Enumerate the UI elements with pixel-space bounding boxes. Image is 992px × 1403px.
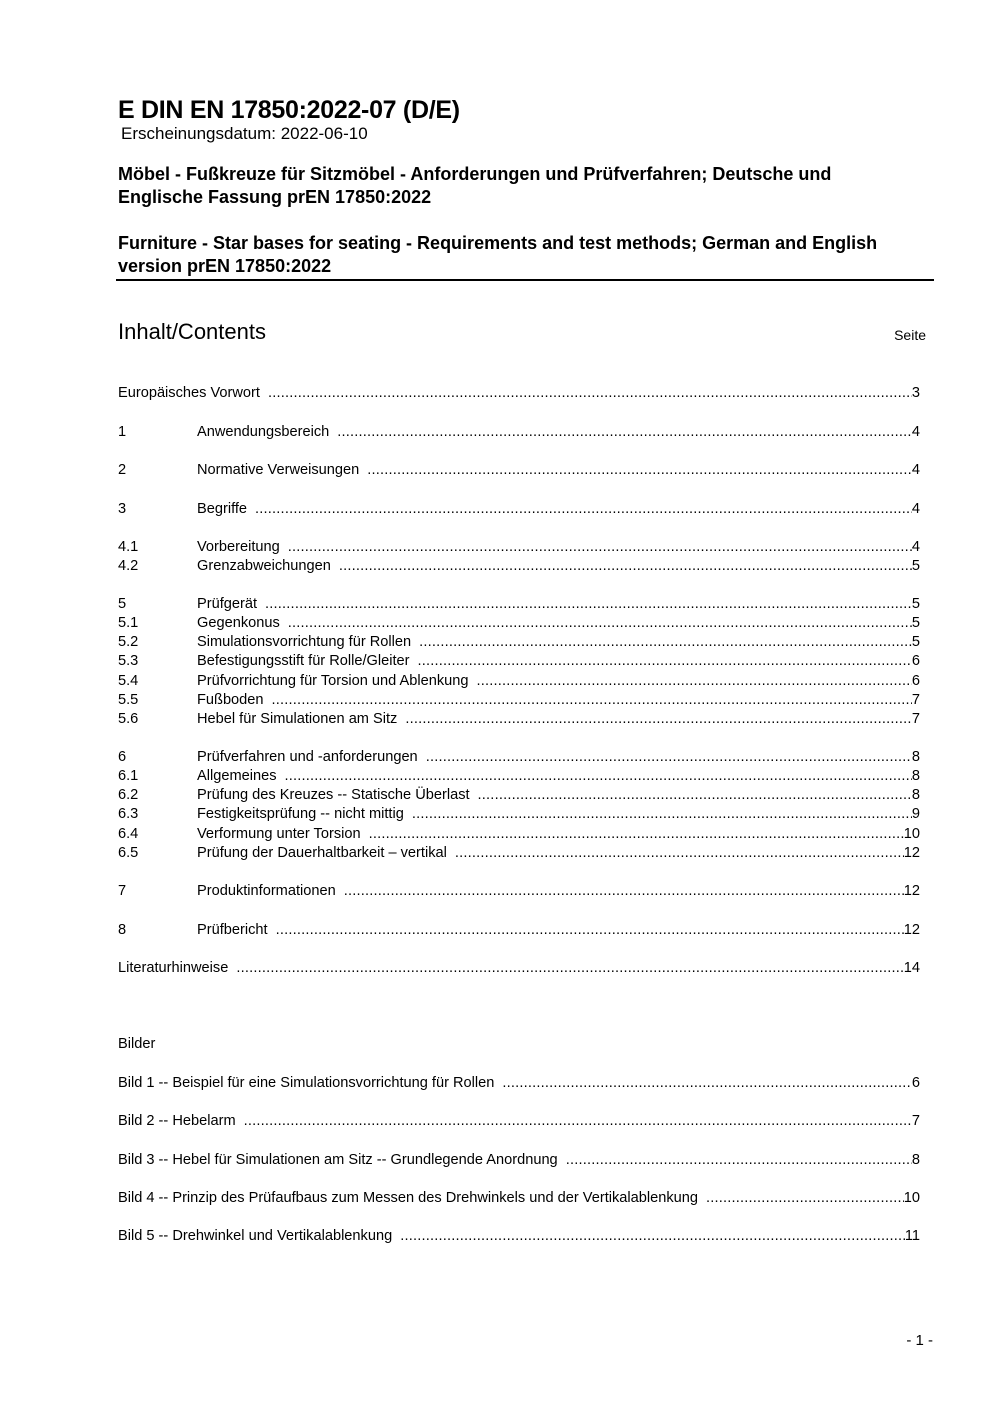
leader-dots xyxy=(285,767,912,786)
leader-dots xyxy=(412,805,912,824)
toc-entry-number: 5.6 xyxy=(118,711,139,727)
toc-entry-page: 7 xyxy=(911,692,920,708)
leader-dots xyxy=(288,538,912,557)
leader-dots xyxy=(566,1151,912,1170)
toc-entry-title: Vorbereitung xyxy=(197,539,280,555)
toc-entry-title: Prüfverfahren und -anforderungen xyxy=(197,749,418,765)
toc-entry-page: 12 xyxy=(903,922,920,938)
leader-dots xyxy=(400,1227,905,1246)
leader-dots xyxy=(339,557,912,576)
toc-entry-number: 5.1 xyxy=(118,615,139,631)
toc-entry-number: 5 xyxy=(118,596,127,612)
toc-entry-page: 5 xyxy=(911,596,920,612)
toc-entry-page: 12 xyxy=(903,845,920,861)
toc-entry-title: Festigkeitsprüfung -- nicht mittig xyxy=(197,806,404,822)
figure-entry-page: 11 xyxy=(904,1228,920,1244)
leader-dots xyxy=(502,1074,912,1093)
toc-entry[interactable] xyxy=(118,921,920,940)
toc-entry-title: Literaturhinweise xyxy=(118,960,229,976)
toc-entry-title: Produktinformationen xyxy=(197,883,336,899)
toc-entry-page: 12 xyxy=(903,883,920,899)
toc-entry-number: 3 xyxy=(118,501,127,517)
toc-entry[interactable] xyxy=(118,805,920,824)
leader-dots xyxy=(272,691,912,710)
figure-entry-title: Bild 2 -- Hebelarm xyxy=(118,1113,236,1129)
leader-dots xyxy=(477,672,912,691)
leader-dots xyxy=(244,1112,912,1131)
toc-entry-number: 5.5 xyxy=(118,692,139,708)
toc-entry-title: Grenzabweichungen xyxy=(197,558,331,574)
toc-entry-number: 5.2 xyxy=(118,634,139,650)
figure-entry-title: Bild 5 -- Drehwinkel und Vertikalablenkung xyxy=(118,1228,393,1244)
figure-entry[interactable] xyxy=(118,1151,920,1170)
toc-entry[interactable] xyxy=(118,538,920,557)
toc-entry[interactable] xyxy=(118,384,920,403)
figures-heading: Bilder xyxy=(118,1036,156,1052)
publication-date: Erscheinungsdatum: 2022-06-10 xyxy=(121,124,368,143)
toc-entry-title: Verformung unter Torsion xyxy=(197,826,361,842)
toc-entry-title: Gegenkonus xyxy=(197,615,280,631)
toc-entry[interactable] xyxy=(118,652,920,671)
document-id: E DIN EN 17850:2022-07 (D/E) xyxy=(118,96,460,124)
toc-entry[interactable] xyxy=(118,614,920,633)
toc-entry[interactable] xyxy=(118,423,920,442)
toc-entry[interactable] xyxy=(118,500,920,519)
leader-dots xyxy=(255,500,912,519)
toc-entry-page: 4 xyxy=(911,462,920,478)
toc-entry-number: 6.5 xyxy=(118,845,139,861)
toc-entry[interactable] xyxy=(118,786,920,805)
toc-entry-page: 6 xyxy=(911,653,920,669)
toc-entry-page: 8 xyxy=(911,749,920,765)
toc-entry-number: 6.3 xyxy=(118,806,139,822)
toc-entry[interactable] xyxy=(118,691,920,710)
leader-dots xyxy=(288,614,912,633)
figure-entry[interactable] xyxy=(118,1189,920,1208)
title-english: Furniture - Star bases for seating - Requirements and test methods; German and English version prEN 17850:2022 xyxy=(118,233,878,276)
toc-entry-number: 6.1 xyxy=(118,768,139,784)
toc-entry-title: Anwendungsbereich xyxy=(197,424,330,440)
toc-entry-title: Europäisches Vorwort xyxy=(118,385,260,401)
figure-entry-title: Bild 4 -- Prinzip des Prüfaufbaus zum Messen des Drehwinkels und der Vertikalablenkung xyxy=(118,1190,698,1206)
leader-dots xyxy=(344,882,904,901)
figure-entry-title: Bild 1 -- Beispiel für eine Simulationsvorrichtung für Rollen xyxy=(118,1075,495,1091)
toc-entry-number: 7 xyxy=(118,883,127,899)
toc-entry-page: 8 xyxy=(911,787,920,803)
toc-entry-number: 6.4 xyxy=(118,826,139,842)
leader-dots xyxy=(419,633,912,652)
toc-entry-title: Prüfbericht xyxy=(197,922,268,938)
toc-entry-page: 6 xyxy=(911,673,920,689)
toc-entry-number: 6 xyxy=(118,749,127,765)
toc-entry-page: 5 xyxy=(911,615,920,631)
leader-dots xyxy=(478,786,912,805)
toc-entry[interactable] xyxy=(118,844,920,863)
toc-entry[interactable] xyxy=(118,825,920,844)
toc-entry[interactable] xyxy=(118,710,920,729)
leader-dots xyxy=(405,710,912,729)
toc-entry-number: 4.1 xyxy=(118,539,139,555)
figure-entry-title: Bild 3 -- Hebel für Simulationen am Sitz -- Grundlegende Anordnung xyxy=(118,1152,558,1168)
page-number: - 1 - xyxy=(906,1332,933,1349)
toc-entry-title: Prüfvorrichtung für Torsion und Ablenkung xyxy=(197,673,469,689)
leader-dots xyxy=(265,595,912,614)
leader-dots xyxy=(268,384,912,403)
toc-entry-page: 5 xyxy=(911,558,920,574)
toc-entry-title: Prüfung der Dauerhaltbarkeit – vertikal xyxy=(197,845,447,861)
toc-entry-number: 4.2 xyxy=(118,558,139,574)
toc-entry-title: Hebel für Simulationen am Sitz xyxy=(197,711,398,727)
toc-entry[interactable] xyxy=(118,461,920,480)
figure-entry-page: 10 xyxy=(903,1190,920,1206)
toc-entry-page: 14 xyxy=(903,960,920,976)
header-divider xyxy=(116,279,934,281)
toc-entry[interactable] xyxy=(118,767,920,786)
toc-entry-page: 8 xyxy=(911,768,920,784)
leader-dots xyxy=(367,461,912,480)
leader-dots xyxy=(418,652,912,671)
toc-entry[interactable] xyxy=(118,633,920,652)
toc-entry-number: 5.3 xyxy=(118,653,139,669)
page-column-label: Seite xyxy=(894,327,926,343)
leader-dots xyxy=(337,423,912,442)
toc-entry-page: 5 xyxy=(911,634,920,650)
figure-entry[interactable] xyxy=(118,1074,920,1093)
toc-entry-page: 10 xyxy=(903,826,920,842)
toc-entry-title: Simulationsvorrichtung für Rollen xyxy=(197,634,412,650)
toc-entry-title: Begriffe xyxy=(197,501,248,517)
title-german: Möbel - Fußkreuze für Sitzmöbel - Anforderungen und Prüfverfahren; Deutsche und Englische Fassung prEN 17850:2022 xyxy=(118,164,832,207)
figure-entry[interactable] xyxy=(118,1112,920,1131)
toc-entry[interactable] xyxy=(118,959,920,978)
toc-entry-title: Allgemeines xyxy=(197,768,277,784)
toc-entry-page: 3 xyxy=(911,385,920,401)
toc-entry-number: 8 xyxy=(118,922,127,938)
toc-entry-page: 4 xyxy=(911,424,920,440)
leader-dots xyxy=(276,921,904,940)
toc-entry-number: 6.2 xyxy=(118,787,139,803)
leader-dots xyxy=(236,959,903,978)
toc-entry-page: 9 xyxy=(911,806,920,822)
toc-entry-page: 7 xyxy=(911,711,920,727)
toc-entry[interactable] xyxy=(118,672,920,691)
leader-dots xyxy=(369,825,904,844)
toc-entry-title: Normative Verweisungen xyxy=(197,462,360,478)
toc-entry-number: 1 xyxy=(118,424,127,440)
figure-entry-page: 6 xyxy=(911,1075,920,1091)
toc-entry-number: 5.4 xyxy=(118,673,139,689)
leader-dots xyxy=(706,1189,904,1208)
toc-entry[interactable] xyxy=(118,882,920,901)
toc-entry-title: Fußboden xyxy=(197,692,264,708)
toc-entry-page: 4 xyxy=(911,501,920,517)
toc-entry[interactable] xyxy=(118,748,920,767)
contents-heading: Inhalt/Contents xyxy=(118,319,266,344)
toc-entry-title: Befestigungsstift für Rolle/Gleiter xyxy=(197,653,410,669)
leader-dots xyxy=(455,844,904,863)
toc-entry-page: 4 xyxy=(911,539,920,555)
figure-entry-page: 7 xyxy=(911,1113,920,1129)
toc-entry-number: 2 xyxy=(118,462,127,478)
toc-entry[interactable] xyxy=(118,557,920,576)
figure-entry-page: 8 xyxy=(911,1152,920,1168)
toc-entry-title: Prüfgerät xyxy=(197,596,258,612)
leader-dots xyxy=(426,748,912,767)
figure-entry[interactable] xyxy=(118,1227,920,1246)
toc-entry[interactable] xyxy=(118,595,920,614)
toc-entry-title: Prüfung des Kreuzes -- Statische Überlast xyxy=(197,787,470,803)
